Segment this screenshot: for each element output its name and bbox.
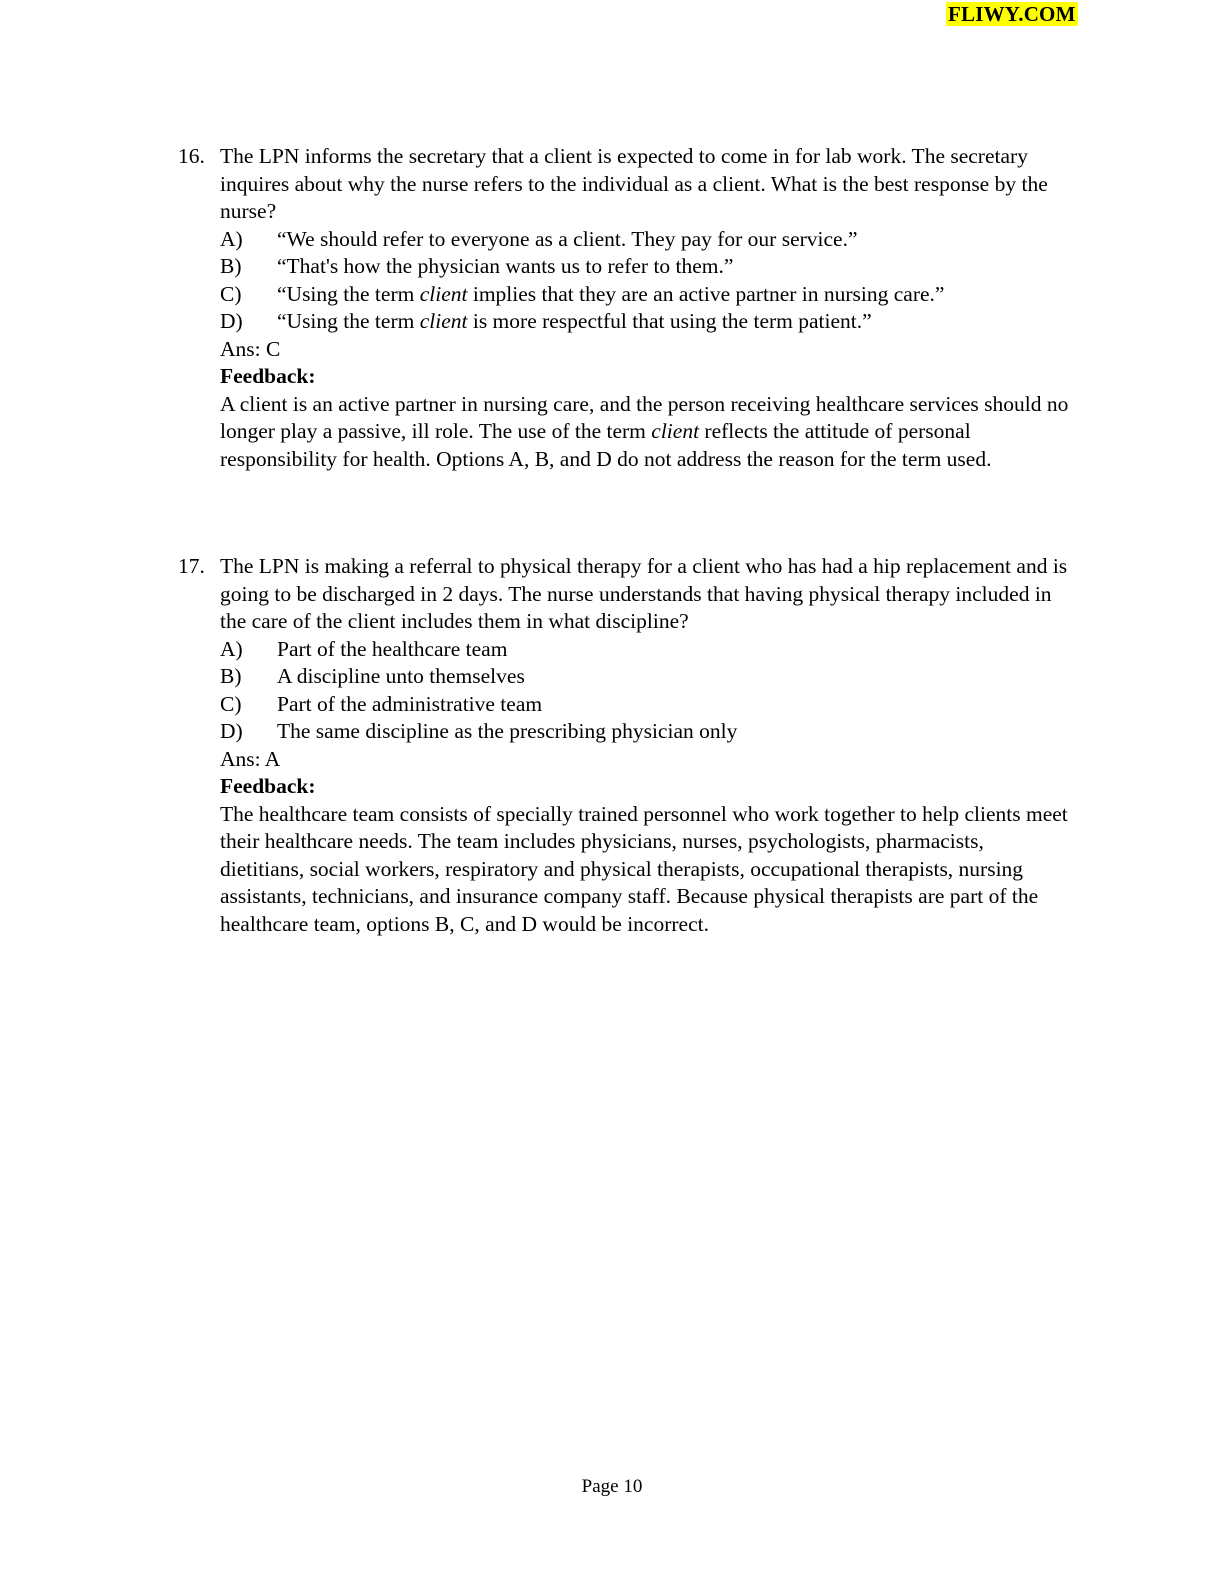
answer-line: Ans: A — [220, 746, 281, 771]
feedback-text: The healthcare team consists of specially trained personnel who work together to help clients meet their healthcare needs. The team includes physicians, nurses, psychologists, pharmacists, dietitians, social workers, respiratory and physical therapists, occupational therapists, nursing assistants, technicians, and insurance company staff. Because physical therapists are part of the healthcare team, options B, C, and D would be incorrect. — [220, 801, 1068, 936]
option-b — [220, 663, 1070, 691]
watermark-label: FLIWY.COM — [948, 2, 1076, 26]
question-17 — [0, 553, 1224, 938]
question-stem: The LPN informs the secretary that a client is expected to come in for lab work. The secretary inquires about why the nurse refers to the individual as a client. What is the best response by the nurse? — [220, 144, 1048, 223]
option-text: “Using the term client implies that they are an active partner in nursing care.” — [277, 281, 945, 306]
option-text: Part of the healthcare team — [277, 636, 508, 661]
option-letter: A) — [220, 636, 243, 661]
feedback-label: Feedback: — [220, 774, 316, 798]
question-number: 16. — [178, 144, 205, 168]
page-number: Page 10 — [581, 1476, 643, 1497]
question-16 — [0, 143, 1224, 473]
question-stem: The LPN is making a referral to physical therapy for a client who has had a hip replacement and is going to be discharged in 2 days. The nurse understands that having physical therapy included in the care of the client includes them in what discipline? — [220, 554, 1068, 633]
option-letter: D) — [220, 309, 243, 333]
option-text: “Using the term client is more respectful that using the term patient.” — [277, 309, 872, 333]
option-text: “We should refer to everyone as a client. They pay for our service.” — [277, 226, 858, 251]
option-text: Part of the administrative team — [277, 691, 543, 716]
option-letter: B) — [220, 254, 242, 278]
option-c — [220, 281, 1070, 309]
option-a — [220, 226, 1070, 254]
option-a — [220, 636, 1070, 664]
option-text: The same discipline as the prescribing physician only — [277, 719, 738, 743]
answer-line: Ans: C — [220, 336, 281, 361]
option-b — [220, 253, 1070, 281]
option-c — [220, 691, 1070, 719]
option-letter: B) — [220, 664, 242, 688]
option-text: A discipline unto themselves — [277, 664, 525, 688]
question-body — [220, 143, 1070, 473]
option-letter: D) — [220, 719, 243, 743]
option-d — [220, 718, 1070, 746]
question-number: 17. — [178, 554, 205, 578]
feedback-text: A client is an active partner in nursing care, and the person receiving healthcare services should no longer play a passive, ill role. The use of the term client reflects the attitude of personal responsibility for health. Options A, B, and D do not address the reason for the term used. — [220, 391, 1069, 471]
option-d — [220, 308, 1070, 336]
question-body — [220, 553, 1070, 938]
feedback-label: Feedback: — [220, 364, 316, 388]
option-letter: C) — [220, 691, 242, 716]
option-text: “That's how the physician wants us to refer to them.” — [277, 254, 734, 278]
option-letter: A) — [220, 226, 243, 251]
option-letter: C) — [220, 281, 242, 306]
